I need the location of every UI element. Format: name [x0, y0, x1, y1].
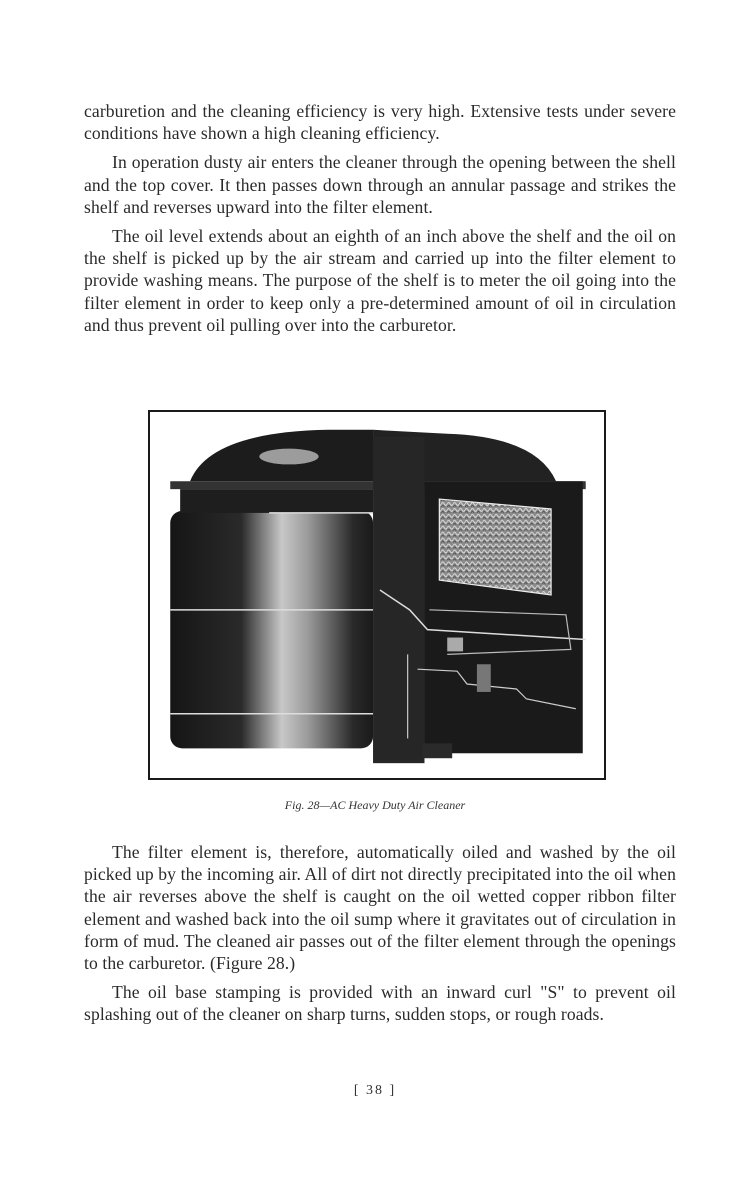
figure-caption: Fig. 28—AC Heavy Duty Air Cleaner — [284, 798, 466, 812]
paragraph-oil-base: The oil base stamping is provided with an inward curl "S" to prevent oil splashing out of the cleaner on sharp turns, sudden stops, or rough roads. — [84, 982, 676, 1025]
body-text-bottom — [84, 841, 676, 1033]
paragraph-operation: In operation dusty air enters the cleaner through the opening between the shell and the top cover. It then passes down through an annular passage and strikes the shelf and reverses upward into the filter element. — [84, 152, 676, 217]
paragraph-continuation: carburetion and the cleaning efficiency is very high. Extensive tests under severe conditions have shown a high cleaning efficiency. — [84, 101, 676, 144]
air-cleaner-illustration — [150, 412, 604, 778]
paragraph-oil-level: The oil level extends about an eighth of an inch above the shelf and the oil on the shelf is picked up by the air stream and carried up into the filter element to provide washing means. The purpose of the shelf is to meter the oil going into the filter element in order to keep only a pre-determined amount of oil in circulation and thus prevent oil pulling over into the carburetor. — [84, 226, 676, 335]
page-number: [ 38 ] — [353, 1083, 397, 1098]
body-text-top — [84, 100, 676, 343]
paragraph-filter-element: The filter element is, therefore, automatically oiled and washed by the oil picked up by the incoming air. All of dirt not directly precipitated into the oil when the air reverses above the shelf is caught on the oil wetted copper ribbon filter element and washed back into the oil sump where it gravitates out of circulation in form of mud. The cleaned air passes out of the filter element through the openings to the carburetor. (Figure 28.) — [84, 842, 676, 974]
figure-air-cleaner — [148, 410, 606, 780]
